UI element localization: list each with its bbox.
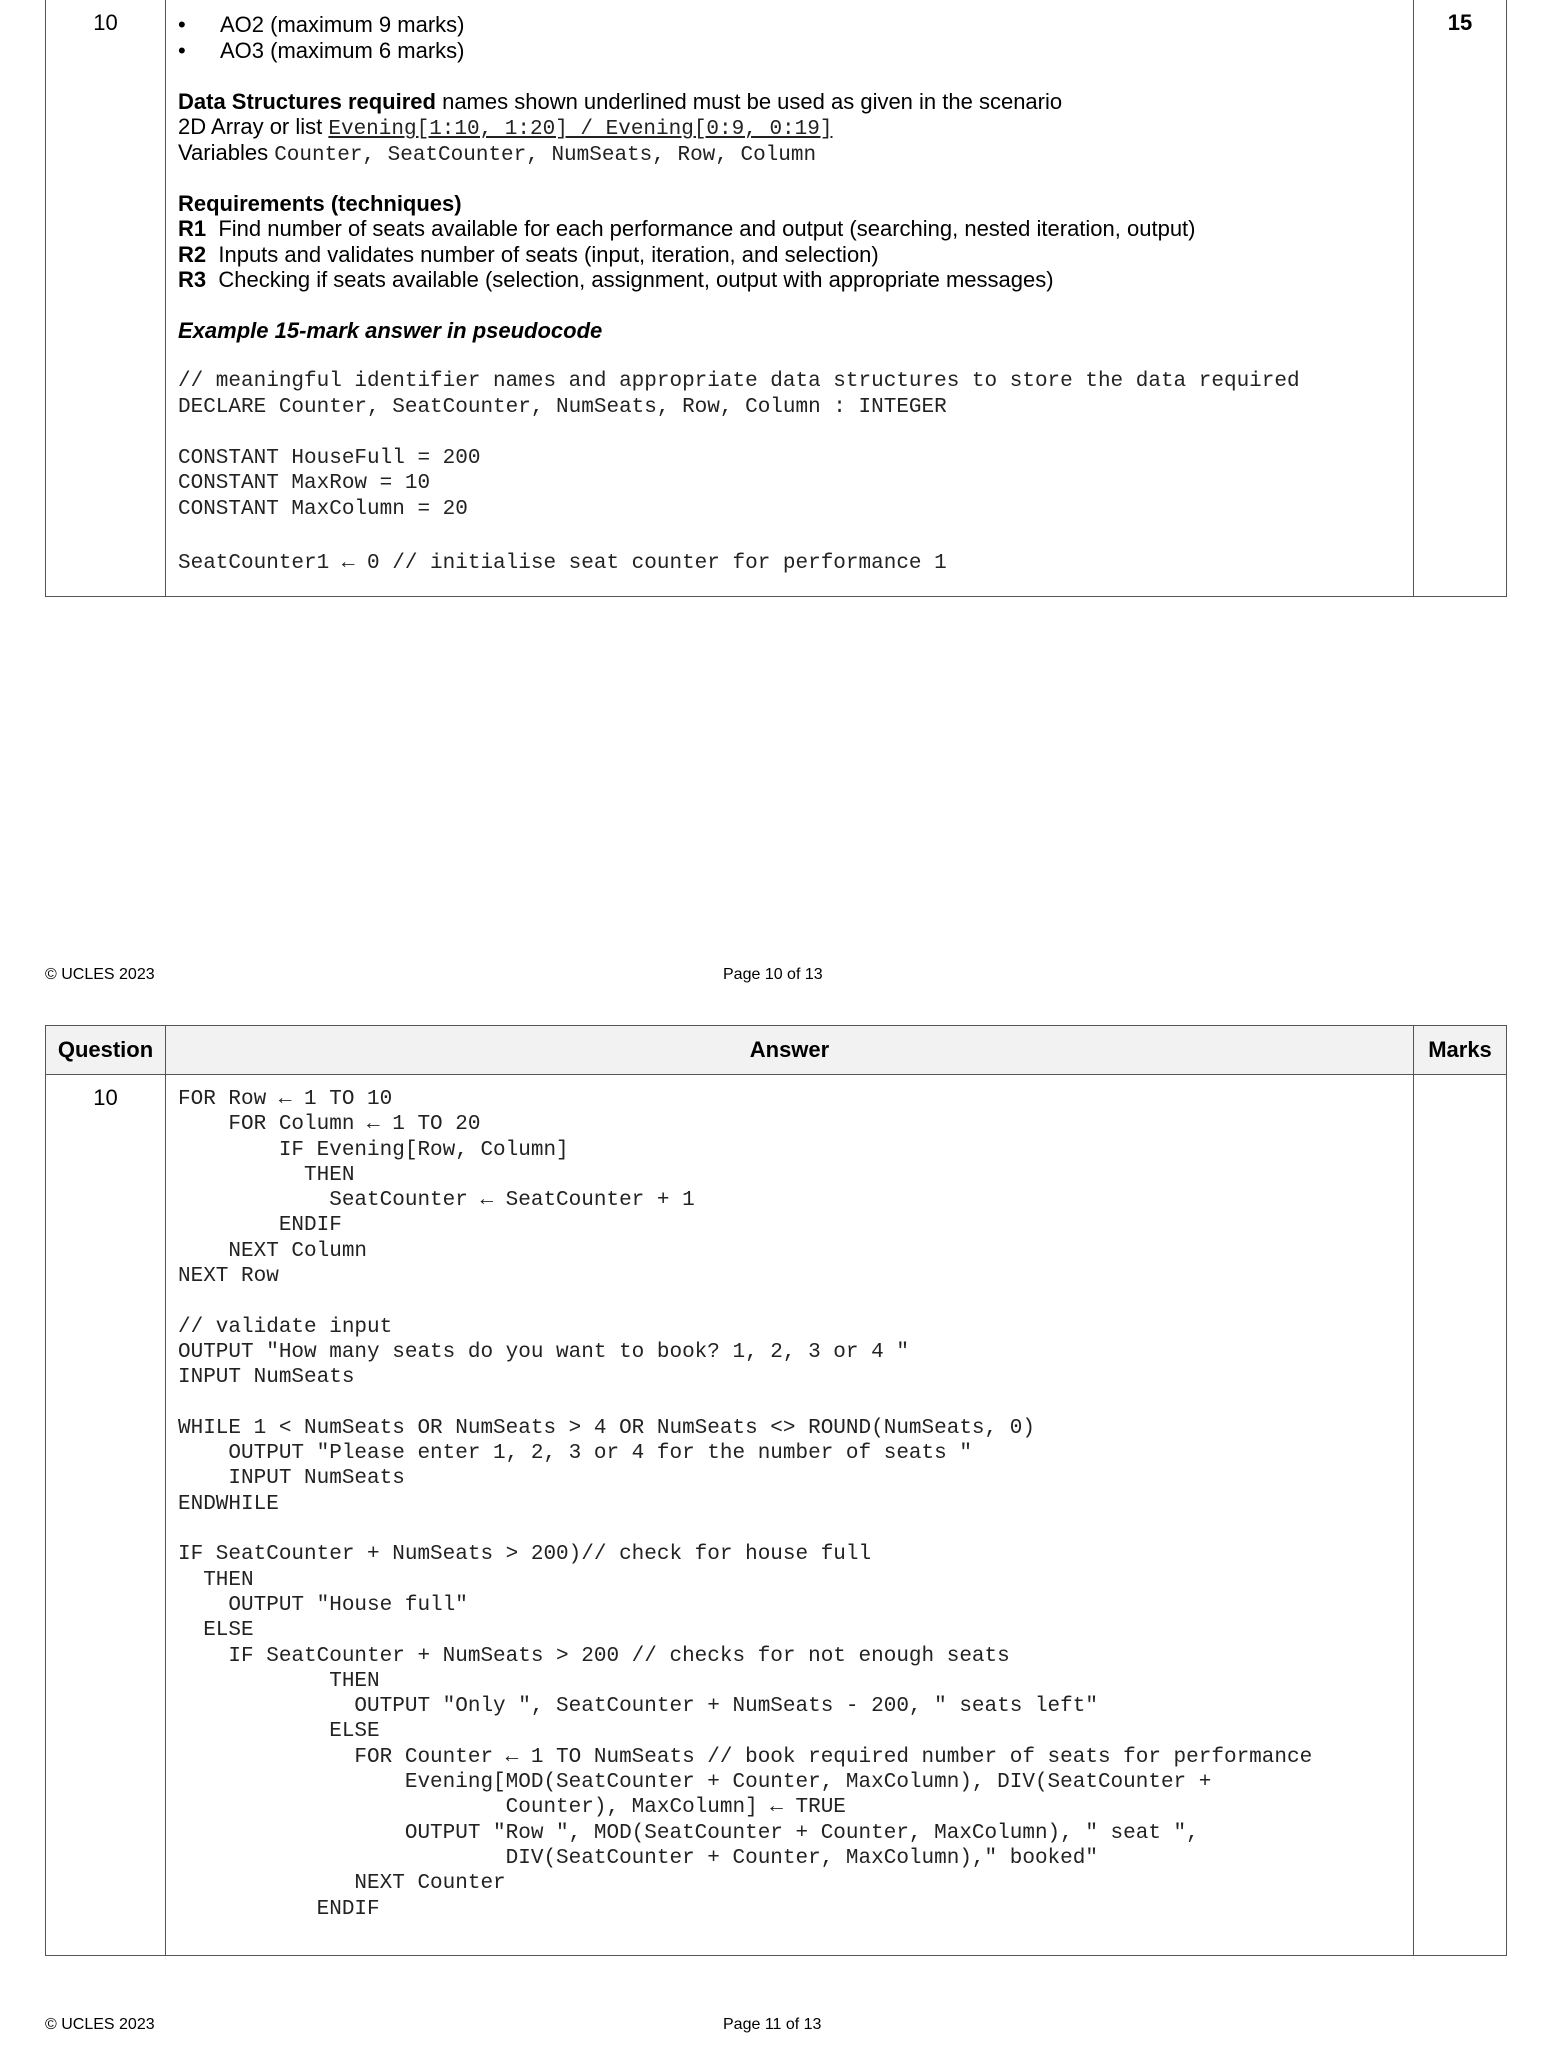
code-line: CONSTANT MaxColumn = 20 xyxy=(178,497,468,521)
code-line: WHILE 1 < NumSeats OR NumSeats > 4 OR NumSeats <> ROUND(NumSeats, 0) xyxy=(178,1416,1035,1440)
array-line: 2D Array or list Evening[1:10, 1:20] / Evening[0:9, 0:19] xyxy=(178,114,833,141)
code-line: INPUT NumSeats xyxy=(178,1467,405,1491)
code-block-page11 xyxy=(178,1087,1413,1922)
code-line: // meaningful identifier names and appropriate data structures to store the data required xyxy=(178,370,1300,393)
code-line: IF SeatCounter + NumSeats > 200)// check for house full xyxy=(178,1543,872,1567)
question-number-cell xyxy=(46,0,166,597)
question-number-cell xyxy=(46,1075,166,1956)
bullet-ao2: • AO2 (maximum 9 marks) xyxy=(178,12,1413,38)
data-structures-heading: Data Structures required xyxy=(178,88,436,114)
code-line: IF Evening[Row, Column] xyxy=(178,1138,569,1162)
answer-cell xyxy=(166,0,1414,597)
code-line: FOR Counter ← 1 TO NumSeats // book required number of seats for performance xyxy=(178,1745,1313,1769)
code-line: // validate input xyxy=(178,1315,393,1339)
code-line: FOR Column ← 1 TO 20 xyxy=(178,1113,481,1137)
footer-page-number: Page 10 of 13 xyxy=(723,966,823,983)
footer-page-number: Page 11 of 13 xyxy=(723,2016,822,2033)
header-marks: Marks xyxy=(1428,1037,1492,1062)
code-line xyxy=(178,420,1413,446)
mark-scheme-table-page10 xyxy=(45,0,1507,597)
footer-copyright: © UCLES 2023 xyxy=(45,2016,155,2033)
header-answer: Answer xyxy=(166,1026,1414,1074)
code-line: THEN xyxy=(178,1163,355,1187)
code-line: OUTPUT "Row ", MOD(SeatCounter + Counter, MaxColumn), " seat ", xyxy=(178,1821,1199,1845)
mark-scheme-table-page11 xyxy=(45,1025,1507,1956)
code-line: INPUT NumSeats xyxy=(178,1366,355,1390)
code-line: CONSTANT HouseFull = 200 xyxy=(178,446,481,470)
requirements-heading: Requirements (techniques) xyxy=(178,190,462,216)
header-question: Question xyxy=(46,1026,166,1074)
code-line: ENDIF xyxy=(178,1897,380,1921)
requirement-r3: R3 Checking if seats available (selection, assignment, output with appropriate messages) xyxy=(178,267,1054,292)
code-line: IF SeatCounter + NumSeats > 200 // checks for not enough seats xyxy=(178,1644,1010,1668)
code-line: Counter), MaxColumn] ← TRUE xyxy=(178,1796,846,1820)
code-line: THEN xyxy=(178,1568,254,1592)
code-line: CONSTANT MaxRow = 10 xyxy=(178,472,431,495)
marks-value: 15 xyxy=(1447,10,1473,35)
code-block-page10 xyxy=(178,369,1413,577)
code-line: OUTPUT "House full" xyxy=(178,1593,468,1617)
marks-cell xyxy=(1414,1075,1506,1956)
code-line: DECLARE Counter, SeatCounter, NumSeats, Row, Column : INTEGER xyxy=(178,395,947,419)
answer-cell xyxy=(166,1075,1414,1956)
footer-copyright: © UCLES 2023 xyxy=(45,966,155,983)
code-line: SeatCounter ← SeatCounter + 1 xyxy=(178,1189,695,1213)
variables-value: Counter, SeatCounter, NumSeats, Row, Column xyxy=(274,143,817,167)
question-number: 10 xyxy=(93,10,118,35)
variables-line: Variables Counter, SeatCounter, NumSeats, Row, Column xyxy=(178,139,817,167)
bullet-ao3: • AO3 (maximum 6 marks) xyxy=(178,38,1413,64)
requirement-r1: R1 Find number of seats available for each performance and output (searching, nested iteration, output) xyxy=(178,216,1196,241)
code-line: NEXT Counter xyxy=(178,1872,506,1896)
code-line: FOR Row ← 1 TO 10 xyxy=(178,1088,393,1111)
code-line: OUTPUT "How many seats do you want to book? 1, 2, 3 or 4 " xyxy=(178,1340,909,1364)
code-line xyxy=(178,1517,1413,1542)
code-line: ENDIF xyxy=(178,1214,342,1238)
code-line: ELSE xyxy=(178,1619,254,1643)
code-line: NEXT Row xyxy=(178,1265,279,1289)
code-line: NEXT Column xyxy=(178,1239,368,1263)
code-line: SeatCounter1 ← 0 // initialise seat counter for performance 1 xyxy=(178,552,947,575)
code-line: DIV(SeatCounter + Counter, MaxColumn)," booked" xyxy=(178,1846,1098,1870)
marks-cell xyxy=(1414,0,1506,597)
question-number: 10 xyxy=(93,1085,118,1110)
code-line: Evening[MOD(SeatCounter + Counter, MaxColumn), DIV(SeatCounter + xyxy=(178,1771,1212,1795)
code-line xyxy=(178,1391,1413,1416)
data-structures-line: Data Structures required names shown underlined must be used as given in the scenario xyxy=(178,88,1063,114)
array-value: Evening[1:10, 1:20] / Evening[0:9, 0:19] xyxy=(328,118,833,141)
code-line: ELSE xyxy=(178,1720,380,1744)
example-heading: Example 15-mark answer in pseudocode xyxy=(178,318,603,343)
code-line: THEN xyxy=(178,1669,380,1693)
code-line: ENDWHILE xyxy=(178,1492,279,1516)
code-line xyxy=(178,522,1413,551)
table-header xyxy=(46,1026,1506,1075)
code-line xyxy=(178,1289,1413,1314)
requirement-r2: R2 Inputs and validates number of seats (input, iteration, and selection) xyxy=(178,241,879,267)
code-line: OUTPUT "Only ", SeatCounter + NumSeats - 200, " seats left" xyxy=(178,1695,1098,1719)
code-line: OUTPUT "Please enter 1, 2, 3 or 4 for the number of seats " xyxy=(178,1442,972,1466)
